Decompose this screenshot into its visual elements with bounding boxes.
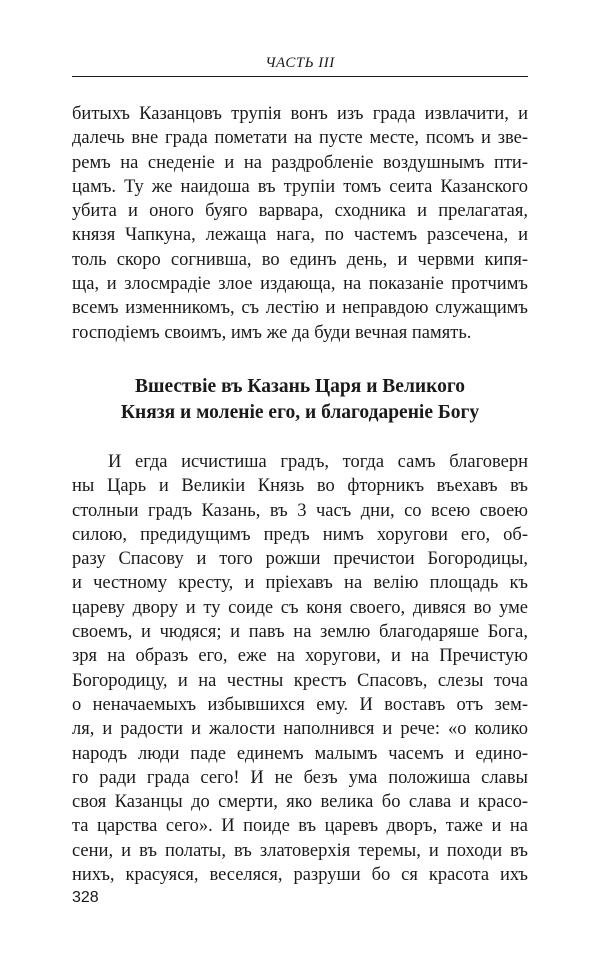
text-line: И егда исчистиша градъ, тогда самъ благоверн bbox=[108, 452, 528, 472]
text-line: господіемъ своимъ, имъ же да буди вечная память. bbox=[72, 322, 472, 343]
text-line: та царства сего». И поиде въ царевъ дворъ, таже и на bbox=[72, 816, 528, 837]
paragraph-1 bbox=[72, 102, 528, 345]
text-line: о неначаемыхъ избывшихся ему. И воставъ отъ зем- bbox=[72, 694, 528, 715]
text-line: го ради града сего! И не безъ ума положиша славы bbox=[72, 767, 528, 788]
text-line: битыхъ Казанцовъ трупія вонъ изъ града извлачити, и bbox=[72, 104, 528, 124]
section-heading bbox=[72, 374, 528, 426]
text-line: и честному кресту, и пріехавъ на велію площадь къ bbox=[72, 573, 528, 594]
text-line: цареву двору и ту соиде съ коня своего, дивяся во уме bbox=[72, 597, 528, 618]
text-line: Богородицу, и на честны крестъ Спасовъ, слезы точа bbox=[72, 670, 528, 691]
text-line: сени, и въ полаты, въ златоверхія теремы, и походи въ bbox=[72, 840, 528, 861]
text-line: силою, предидущимъ предъ нимъ хоругови его, об- bbox=[72, 524, 528, 545]
text-line: далечь вне града пометати на пусте месте, псомъ и зве- bbox=[72, 128, 528, 149]
text-line: зря на образъ его, еже на хоругови, и на Пречистую bbox=[72, 646, 528, 667]
section-heading-line-1: Вшествіе въ Казань Царя и Великого bbox=[135, 376, 465, 397]
text-line: ремъ на снеденіе и на раздробленіе воздушнымъ пти- bbox=[72, 152, 528, 173]
text-line: своя Казанцы до смерти, яко велика бо слава и красо- bbox=[72, 792, 528, 813]
running-head: ЧАСТЬ III bbox=[265, 55, 335, 71]
text-line: своемъ, и чюдяся; и павъ на землю благодаряше Бога, bbox=[72, 622, 528, 643]
text-line: разу Спасову и того рожши пречистои Богородицы, bbox=[72, 549, 528, 570]
text-line: столныи градъ Казань, въ 3 часъ дни, со всею своею bbox=[72, 500, 528, 521]
text-line: ля, и радости и жалости наполнився и рече: «о колико bbox=[72, 719, 528, 740]
text-line: цамъ. Ту же наидоша въ трупіи томъ сеита Казанского bbox=[72, 176, 528, 197]
header-rule bbox=[72, 76, 528, 77]
text-line: толь скоро согнивша, во единъ день, и червми кипя- bbox=[72, 249, 528, 270]
text-line: нихъ, красуяся, веселяся, разруши бо ся красота ихъ bbox=[72, 865, 528, 886]
section-heading-line-2: Князя и моленіе его, и благодареніе Богу bbox=[120, 402, 480, 423]
text-line: ны Царь и Великіи Князь во фторникъ въехавъ въ bbox=[72, 476, 528, 497]
text-line: ща, и злосмрадіе злое издающа, на показаніе протчимъ bbox=[72, 274, 528, 295]
text-line: князя Чапкуна, лежаща нага, по частемъ разсечена, и bbox=[72, 225, 528, 246]
paragraph-2 bbox=[72, 450, 528, 887]
text-line: народъ люди паде единемъ малымъ часемъ и едино- bbox=[72, 743, 528, 764]
text-line: всемъ изменникомъ, съ лестію и неправдою служащимъ bbox=[72, 298, 528, 319]
page-number: 328 bbox=[72, 889, 99, 906]
text-line: убита и оного буяго варвара, сходника и прелагатая, bbox=[72, 201, 528, 222]
